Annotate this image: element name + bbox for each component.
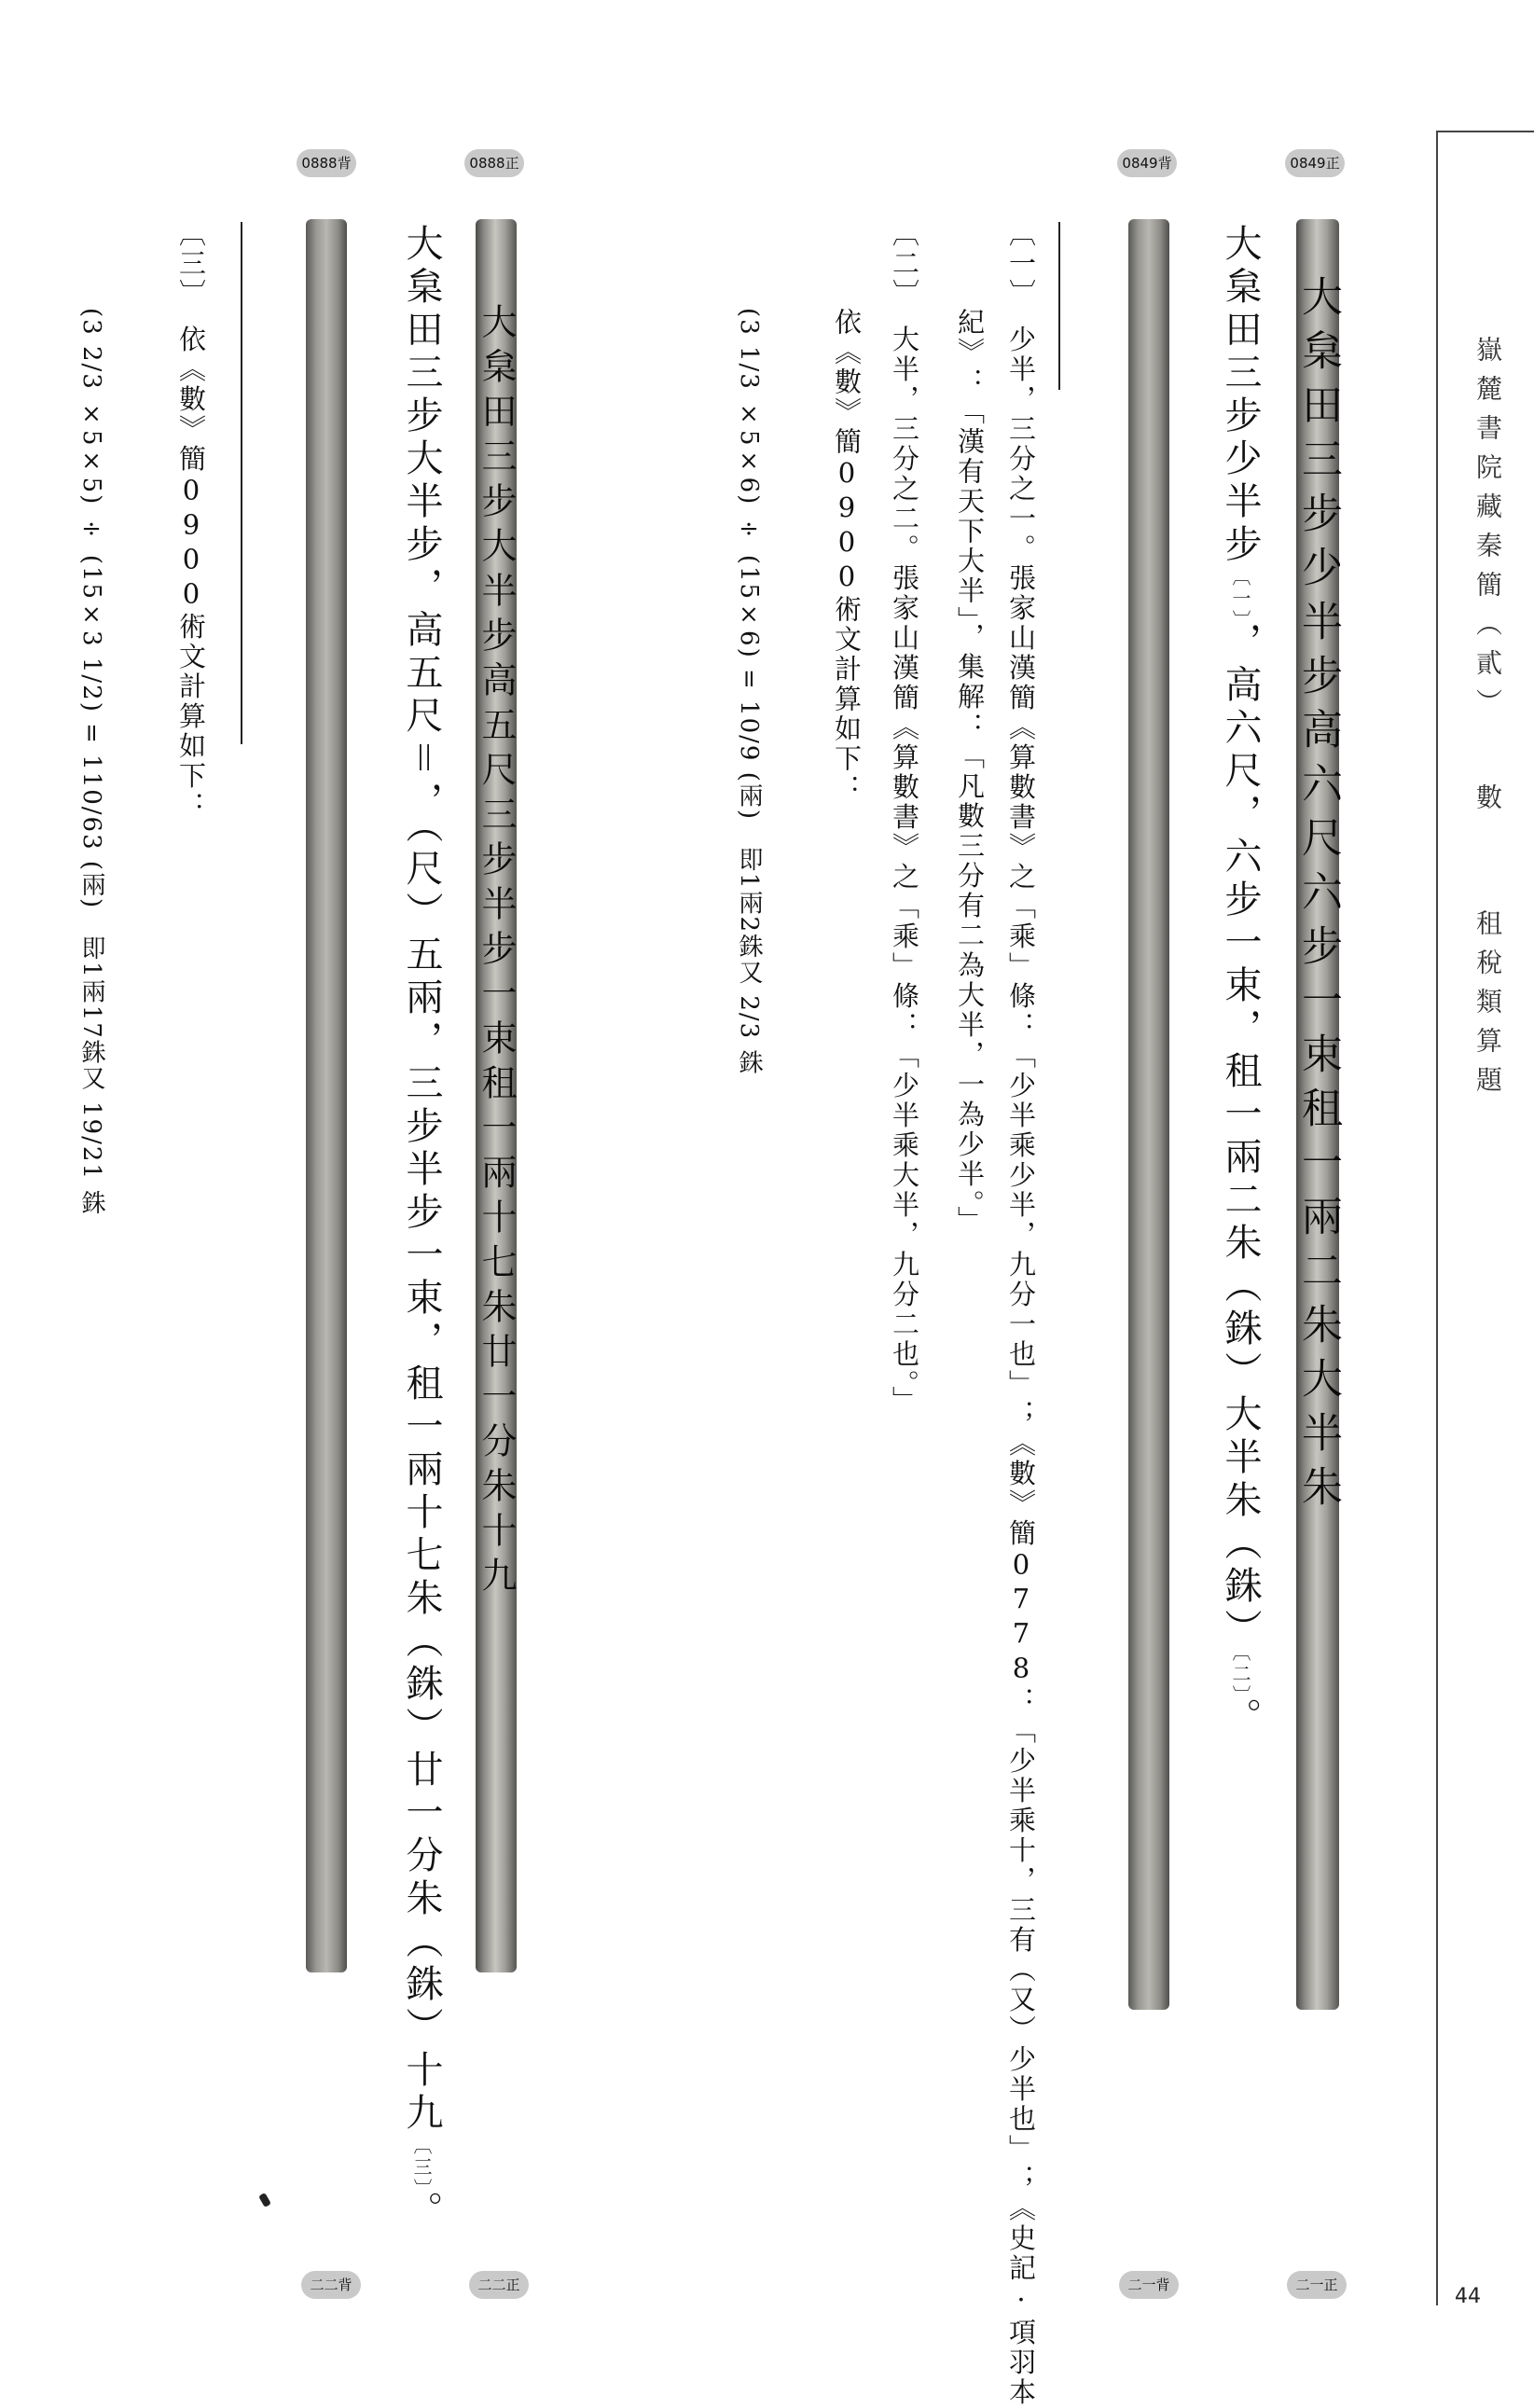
- category-title: 租稅類算題: [1472, 909, 1503, 1105]
- slip-0888-front-inscription: 大枲田三步大半步高五尺三步半步一束租一兩十七朱廿一分朱十九: [476, 303, 517, 1601]
- note-3-col1: 〔三〕 依《數》簡0900術文計算如下：: [175, 219, 207, 822]
- notes-divider-21: [1058, 222, 1060, 390]
- transcription-22-text1: 大枲田三步大半步，高五尺＝，（尺）五兩，三步半步一束，租一兩十七朱（銖）廿一分朱（銖）十九: [400, 224, 443, 2136]
- slip-0888-front-number: 二二正: [469, 2271, 529, 2299]
- note-mark-3: 〔三〕: [410, 2136, 433, 2191]
- transcription-21: 大枲田三步少半步〔一〕，高六尺，六步一束，租一兩二朱（銖）大半朱（銖）〔二〕。: [1219, 224, 1262, 1740]
- note-1-col1: 〔一〕 少半，三分之一。張家山漢簡《算數書》之「乘」條：「少半乘少半，九分一也」；《數》簡0778：「少半乘十，三有（又）少半也」；《史記·項羽本: [1005, 219, 1037, 2408]
- formula-1: (3 1/3 ×5×6) ÷ (15×6) = 10/9 (兩) 即1兩2銖又 2/3 銖: [735, 308, 763, 1076]
- ink-speck: [258, 2193, 271, 2207]
- transcription-21-text1: 大枲田三步少半步: [1219, 224, 1262, 567]
- transcription-21-text2: ，高六尺，六步一束，租一兩二朱（銖）大半朱（銖）: [1219, 622, 1262, 1652]
- series-title: 嶽麓書院藏秦簡（貳）: [1472, 336, 1503, 727]
- note-mark-1: 〔一〕: [1229, 567, 1251, 622]
- note-2-col2: 依《數》簡0900術文計算如下：: [831, 308, 863, 804]
- note-1-col2: 紀》：「漢有天下大半」，集解：「凡數三分有二為大半，一為少半。」: [954, 308, 986, 1236]
- slip-0849-front-label: 0849正: [1285, 149, 1345, 177]
- transcription-22: 大枲田三步大半步，高五尺＝，（尺）五兩，三步半步一束，租一兩十七朱（銖）廿一分朱（銖）十九〔三〕。: [400, 224, 443, 2234]
- slip-0849-front-inscription: 大枲田三步少半步高六尺六步一束租一兩二朱大半朱: [1294, 275, 1342, 1519]
- slip-0849-back-number: 二一背: [1119, 2271, 1179, 2299]
- slip-0849-front-image: [1294, 219, 1342, 2010]
- slip-0888-back-number: 二二背: [301, 2271, 361, 2299]
- slip-0849-back-image: [1128, 219, 1169, 2010]
- note-2-col1: 〔二〕 大半，三分之二。張家山漢簡《算數書》之「乘」條：「少半乘大半，九分二也。」: [889, 219, 920, 1416]
- page-number: 44: [1455, 2285, 1481, 2308]
- slip-0888-back-label: 0888背: [297, 149, 356, 177]
- slip-0888-back-image: [306, 219, 347, 1972]
- section-title: 數: [1472, 783, 1503, 823]
- slip-0888-front-label: 0888正: [464, 149, 524, 177]
- slip-0849-front-number: 二一正: [1287, 2271, 1347, 2299]
- notes-divider-22: [241, 222, 242, 744]
- note-mark-2: 〔二〕: [1229, 1652, 1251, 1697]
- slip-0849-back-label: 0849背: [1117, 149, 1177, 177]
- slip-0888-front-image: [476, 219, 517, 1972]
- formula-2: (3 2/3 ×5×5) ÷ (15×3 1/2) = 110/63 (兩) 即1兩17銖又 19/21 銖: [77, 308, 105, 1217]
